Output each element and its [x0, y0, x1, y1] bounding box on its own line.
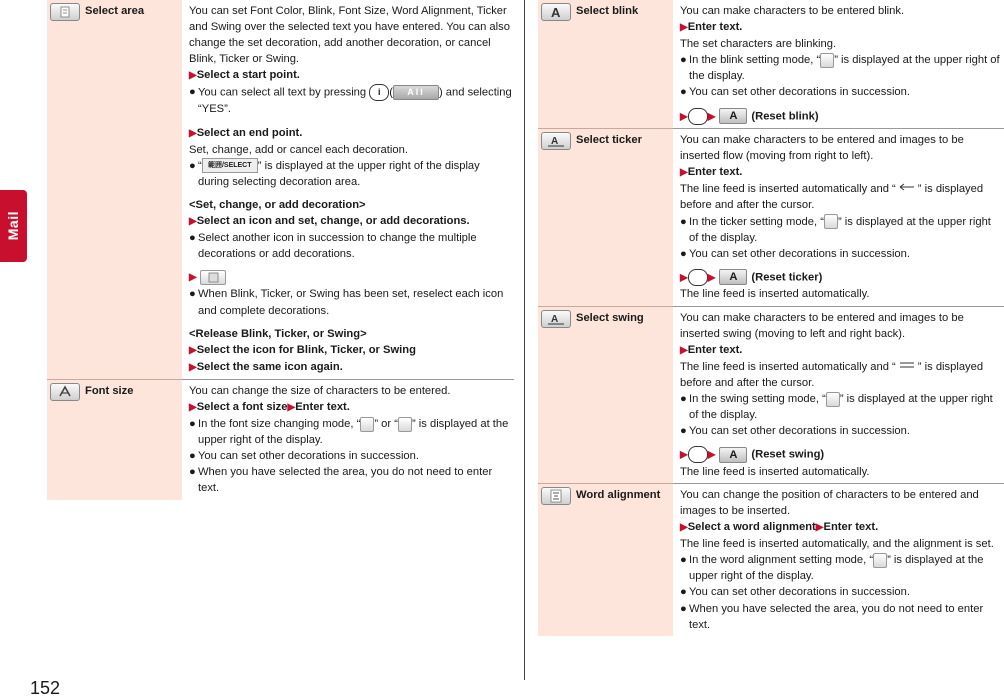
intro-text: You can change the size of characters to be entered.	[189, 384, 451, 397]
step-line: ▶Select an end point.	[189, 126, 303, 139]
description-cell	[673, 129, 1004, 306]
alignment-indicator-icon	[873, 553, 887, 568]
i-key-icon: i	[369, 84, 389, 101]
description-cell	[182, 379, 514, 499]
step-arrow-icon: ▶	[707, 449, 716, 461]
bullet-icon: ●	[680, 586, 687, 599]
bullet-item: ● Select another icon in succession to change the multiple decorations or add decorations.	[189, 230, 512, 262]
left-feature-table	[47, 0, 514, 500]
bullet-icon: ●	[189, 450, 196, 463]
step-arrow-icon: ▶	[680, 449, 688, 461]
step-line: ▶ ▶ A (Reset blink)	[680, 108, 1002, 126]
swing-line-feed-icon	[896, 359, 918, 375]
step-line: ▶Enter text.	[680, 343, 743, 356]
intro-text: You can change the position of characters to be entered and images to be inserted.	[680, 488, 979, 517]
reset-blink-icon: A	[719, 108, 747, 124]
intro-text: You can set Font Color, Blink, Font Size, Word Alignment, Ticker and Swing over the selected text you have entered. You can also change the set decoration, add another decoration, or cancel Blink, Ticker or Swing.	[189, 5, 510, 66]
step-arrow-icon: ▶	[815, 522, 824, 534]
term-label: Select area	[85, 5, 145, 17]
row-select-area	[47, 0, 514, 379]
bullet-item: ● When you have selected the area, you do not need to enter text.	[680, 601, 1002, 633]
term-cell	[538, 306, 673, 483]
swing-icon-letter: A	[551, 313, 559, 325]
word-alignment-icon	[541, 487, 571, 505]
swing-indicator-icon	[826, 392, 840, 407]
bullet-item: ● You can select all text by pressing i ( All ) and selecting “YES”.	[189, 84, 512, 117]
row-word-alignment	[538, 483, 1004, 635]
reset-ticker-icon: A	[719, 269, 747, 285]
bullet-icon: ●	[680, 54, 687, 67]
step-arrow-icon: ▶	[680, 22, 688, 34]
page-number: 152	[30, 678, 61, 698]
step-arrow-icon: ▶	[189, 70, 197, 82]
step-line: ▶Select the same icon again.	[189, 360, 343, 373]
ticker-icon-letter: A	[551, 136, 559, 148]
step-arrow-icon: ▶	[189, 272, 197, 284]
bullet-icon: ●	[189, 288, 196, 301]
font-large-icon	[360, 417, 374, 432]
bullet-icon: ●	[680, 602, 687, 615]
step-line: ▶Enter text.	[680, 21, 743, 34]
step-arrow-icon: ▶	[680, 111, 688, 123]
step-arrow-icon: ▶	[189, 401, 197, 413]
note-text: The line feed is inserted automatically and “ ” is displayed before and after the cursor.	[680, 183, 984, 212]
bullet-item: ● “ 範囲/SELECT ” is displayed at the upper right of the display during selecting decoration area.	[189, 158, 512, 190]
font-small-icon	[398, 417, 412, 432]
note-text: The line feed is inserted automatically, and the alignment is set.	[680, 538, 994, 551]
bullet-item: ● When Blink, Ticker, or Swing has been set, reselect each icon and complete decorations.	[189, 286, 512, 318]
intro-text: You can make characters to be entered and images to be inserted flow (moving from right to left).	[680, 134, 964, 163]
note-text: The line feed is inserted automatically.	[680, 465, 870, 478]
step-line: ▶ ▶ A (Reset swing)	[680, 446, 1002, 464]
ticker-icon	[541, 132, 571, 150]
step-line: ▶Select a font size▶Enter text.	[189, 400, 350, 413]
term-label: Select blink	[576, 5, 639, 17]
note-text: The line feed is inserted automatically and “ ” is displayed before and after the cursor.	[680, 360, 984, 389]
row-select-swing	[538, 306, 1004, 483]
step-line: ▶Select a word alignment▶Enter text.	[680, 521, 879, 534]
bullet-item: ● You can set other decorations in succession.	[680, 423, 1002, 439]
reset-swing-icon: A	[719, 447, 747, 463]
step-line: ▶Select the icon for Blink, Ticker, or Swing	[189, 343, 416, 356]
step-line: ▶Select a start point.	[189, 69, 300, 82]
term-cell	[538, 0, 673, 129]
term-cell	[538, 129, 673, 306]
menu-key-icon	[688, 446, 708, 463]
bullet-item: ● You can set other decorations in succession.	[680, 246, 1002, 262]
bullet-item: ● In the font size changing mode, “ ” or “ ” is displayed at the upper right of the display.	[189, 416, 512, 448]
bullet-item: ● You can set other decorations in succession.	[189, 448, 512, 464]
bullet-icon: ●	[680, 247, 687, 260]
bullet-icon: ●	[189, 159, 196, 172]
line-feed-icon	[896, 181, 918, 197]
select-badge-icon: 範囲/SELECT	[202, 158, 258, 173]
bullet-icon: ●	[680, 215, 687, 228]
bullet-icon: ●	[189, 86, 196, 99]
step-arrow-icon: ▶	[707, 272, 716, 284]
bullet-icon: ●	[680, 425, 687, 438]
subheading: <Release Blink, Ticker, or Swing>	[189, 327, 367, 340]
bullet-item: ● In the word alignment setting mode, “ ” is displayed at the upper right of the display.	[680, 552, 1002, 584]
step-arrow-icon: ▶	[680, 344, 688, 356]
step-line	[189, 269, 512, 286]
step-arrow-icon: ▶	[189, 344, 197, 356]
side-tab-mail: Mail	[0, 190, 27, 262]
term-cell	[538, 483, 673, 635]
term-label: Select swing	[576, 311, 644, 324]
intro-text: You can make characters to be entered and images to be inserted swing (moving to left and right back).	[680, 311, 964, 340]
step-arrow-icon: ▶	[680, 167, 688, 179]
term-cell	[47, 0, 182, 379]
bullet-icon: ●	[189, 232, 196, 245]
intro-text: You can make characters to be entered blink.	[680, 5, 905, 17]
menu-key-icon	[688, 108, 708, 125]
bullet-icon: ●	[680, 392, 687, 405]
swing-icon	[541, 310, 571, 328]
menu-key-icon	[688, 269, 708, 286]
description-cell	[673, 0, 1004, 129]
step-line: ▶ ▶ A (Reset ticker)	[680, 269, 1002, 287]
description-cell	[673, 306, 1004, 483]
term-label: Font size	[85, 384, 134, 397]
bullet-icon: ●	[680, 86, 687, 99]
step-arrow-icon: ▶	[680, 272, 688, 284]
note-text: The set characters are blinking.	[680, 38, 837, 51]
term-label: Select ticker	[576, 134, 642, 147]
row-select-ticker	[538, 129, 1004, 306]
step-arrow-icon: ▶	[680, 522, 688, 534]
row-font-size	[47, 379, 514, 499]
bullet-item: ● You can set other decorations in succession.	[680, 84, 1002, 100]
right-feature-table	[538, 0, 1004, 636]
column-divider	[524, 0, 525, 680]
decoration-menu-icon	[200, 270, 226, 285]
step-arrow-icon: ▶	[189, 361, 197, 373]
bullet-icon: ●	[680, 554, 687, 567]
step-arrow-icon: ▶	[287, 401, 296, 413]
row-select-blink	[538, 0, 1004, 129]
bullet-item: ● In the blink setting mode, “ ” is displayed at the upper right of the display.	[680, 52, 1002, 84]
bullet-item: ● You can set other decorations in succession.	[680, 584, 1002, 600]
step-line: ▶Enter text.	[680, 166, 743, 179]
note-text: The line feed is inserted automatically.	[680, 288, 870, 301]
blink-indicator-icon	[820, 53, 834, 68]
font-size-icon	[50, 383, 80, 401]
term-cell	[47, 379, 182, 499]
step-line: ▶Select an icon and set, change, or add decorations.	[189, 215, 470, 228]
term-label: Word alignment	[576, 488, 661, 501]
step-arrow-icon: ▶	[189, 216, 197, 228]
bullet-item: ● In the ticker setting mode, “ ” is displayed at the upper right of the display.	[680, 214, 1002, 246]
all-button-icon: All	[393, 85, 439, 100]
step-arrow-icon: ▶	[189, 127, 197, 139]
description-cell	[673, 483, 1004, 635]
ticker-indicator-icon	[824, 214, 838, 229]
subheading: <Set, change, or add decoration>	[189, 198, 366, 211]
select-area-icon	[50, 3, 80, 21]
step-arrow-icon: ▶	[707, 111, 716, 123]
note-text: Set, change, add or cancel each decoration.	[189, 143, 408, 156]
bullet-icon: ●	[189, 418, 196, 431]
bullet-icon: ●	[189, 466, 196, 479]
description-cell	[182, 0, 514, 379]
bullet-item: ● In the swing setting mode, “ ” is displayed at the upper right of the display.	[680, 391, 1002, 423]
bullet-item: ● When you have selected the area, you do not need to enter text.	[189, 464, 512, 496]
blink-icon	[541, 3, 571, 21]
blink-icon-letter: A	[551, 5, 561, 20]
